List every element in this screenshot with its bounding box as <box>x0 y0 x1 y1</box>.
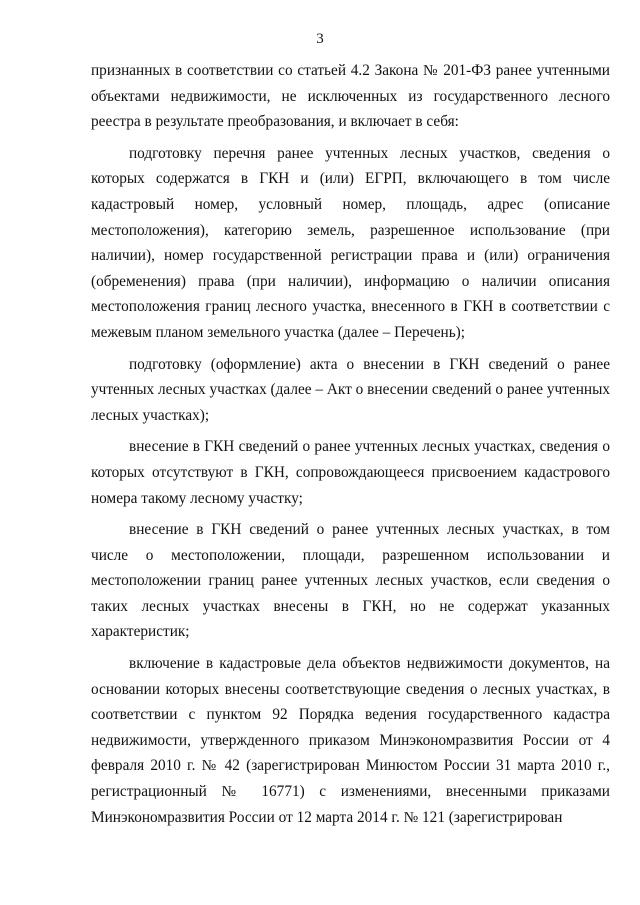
paragraph-continuation: признанных в соответствии со статьей 4.2 Закона № 201-ФЗ ранее учтенными объектами недвижимости, не исключенных из государственного лесного реестра в результате преобразования, и включает в себя: <box>91 62 610 131</box>
paragraph-list-item-akt: подготовку (оформление) акта о внесении в ГКН сведений о ранее учтенных лесных участках (далее – Акт о внесении сведений о ранее учтенных лесных участках); <box>91 355 610 424</box>
paragraph-list-item-vnesenie-harakteristik: внесение в ГКН сведений о ранее учтенных лесных участках, в том числе о местоположении, площади, разрешенном использовании и местоположении границ ранее учтенных лесных участков, если сведения о таких лесных участках внесены в ГКН, но не содержат указанных характеристик; <box>91 521 610 641</box>
paragraph-list-item-vnesenie-otsutstvuyut: внесение в ГКН сведений о ранее учтенных лесных участках, сведения о которых отсутствуют в ГКН, сопровождающееся присвоением кадастрового номера такому лесному участку; <box>91 438 610 507</box>
paragraph-list-item-perechen: подготовку перечня ранее учтенных лесных участков, сведения о которых содержатся в ГКН и (или) ЕГРП, включающего в том числе кадастровый номер, условный номер, площадь, адрес (описание местоположения), категорию земель, разрешенное использование (при наличии), номер государственной регистрации права и (или) ограничения (обременения) права (при наличии), информацию о наличии описания местоположения границ лесного участка, внесенного в ГКН в соответствии с межевым планом земельного участка (далее – Перечень); <box>91 144 610 341</box>
page-number: 3 <box>316 31 324 47</box>
body-text <box>91 58 610 836</box>
paragraph-list-item-vklyuchenie: включение в кадастровые дела объектов недвижимости документов, на основании которых внесены соответствующие сведения о лесных участках, в соответствии с пунктом 92 Порядка ведения государственного кадастра недвижимости, утвержденного приказом Минэкономразвития России от 4 февраля 2010 г. № 42 (зарегистрирован Минюстом России 31 марта 2010 г., регистрационный № 16771) с изменениями, внесенными приказами Минэкономразвития России от 12 марта 2014 г. № 121 (зарегистрирован <box>91 655 610 826</box>
